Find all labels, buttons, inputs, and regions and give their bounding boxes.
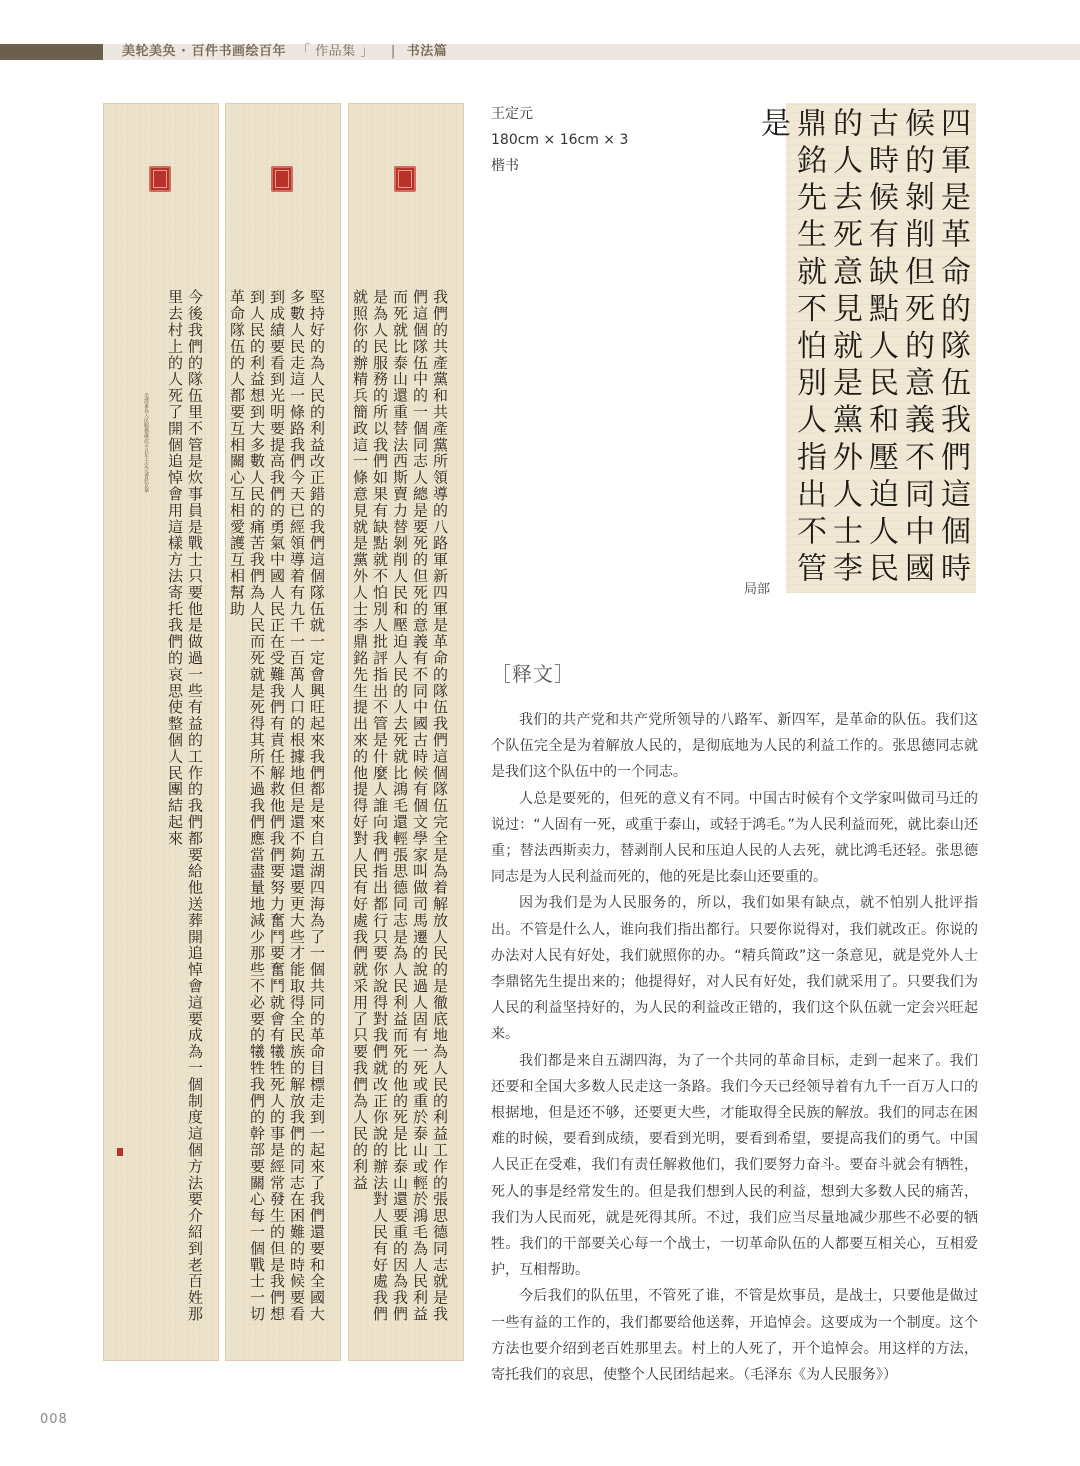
red-seal-stamp (149, 166, 171, 192)
paragraph: 人总是要死的，但死的意义有不同。中国古时候有个文学家叫做司马迁的说过：“人固有一死，或重于泰山，或轻于鸿毛。”为人民利益而死，就比泰山还重；替法西斯卖力，替剥削人民和压迫人民的人去死，就比鸿毛还轻。张思德同志是为人民利益而死的，他的死是比泰山还要重的。 (491, 790, 978, 886)
signature-seal (117, 1148, 123, 1156)
artist-name: 王定元 (491, 106, 533, 122)
header-collection: 「 作品集 」 (297, 44, 374, 59)
artwork-script: 楷书 (491, 158, 519, 174)
section-title: ［释文］ (491, 662, 575, 686)
page-number: 008 (40, 1412, 68, 1427)
header-divider: | (390, 44, 396, 59)
calligraphy-scroll-right (348, 103, 464, 1361)
paragraph: 我们都是来自五湖四海，为了一个共同的革命目标，走到一起来了。我们还要和全国大多数人民走这一条路。我们今天已经领导着有九千一百万人口的根据地，但是还不够，还要更大些，才能取得全民族的解放。我们的同志在困难的时候，要看到成绩，要看到光明，要看到希望，要提高我们的勇气。中国人民正在受难，我们有责任解救他们，我们要努力奋斗。要奋斗就会有牺牲，死人的事是经常发生的。但是我们想到人民的利益，想到大多数人民的痛苦，我们为人民而死，就是死得其所。不过，我们应当尽量地减少那些不必要的牺牲。我们的干部要关心每一个战士，一切革命队伍的人都要互相关心，互相爱护，互相帮助。 (491, 1052, 978, 1279)
header-series: 美轮美奂 · 百件书画绘百年 (122, 44, 286, 59)
scroll-text-right: 我們的共產黨和共產黨所領導的八路軍新四軍是革命的隊伍我們這個隊伍完全是為着解放人民的是徹底地為人民的利益工作的張思德同志就是我們這個隊伍中的一個同志人總是要死的但死的意義有不同中國古時候有個文學家叫做司馬遷的說過人固有一死或重於泰山或輕於鴻毛為人民利益而死就比泰山還重替法西斯賣力替剝削人民和壓迫人民的人去死就比鴻毛還輕張思德同志是為人民利益而死的他的死是比泰山還要重的因為我們是為人民服務的所以我們如果有缺點就不怕別人批評指出不管是什麼人誰向我們指出都行只要你說得對我們就改正你說的辦法對人民有好處我們就照你的辦精兵簡政這一條意見就是黨外人士李鼎銘先生提出來的他提得好對人民有好處我們就采用了只要我們為人民的利益 (351, 289, 449, 1323)
paragraph: 因为我们是为人民服务的，所以，我们如果有缺点，就不怕别人批评指出。不管是什么人，谁向我们指出都行。只要你说得对，我们就改正。你说的办法对人民有好处，我们就照你的办。“精兵简政”这一条意见，就是党外人士李鼎铭先生提出来的；他提得好，对人民有好处，我们就采用了。只要我们为人民的利益坚持好的，为人民的利益改正错的，我们这个队伍就一定会兴旺起来。 (491, 895, 978, 1043)
scroll-text-left: 今後我們的隊伍里不管是炊事員是戰士只要他是做過一些有益的工作的我們都要給他送葬開追悼會這要成為一個制度這個方法要介紹到老百姓那里去村上的人死了開個追悼會用這樣方法寄托我們的哀思使整個人民團結起來 (166, 289, 204, 1323)
scroll-text-middle: 堅持好的為人民的利益改正錯的我們這個隊伍就一定會興旺起來我們都是來自五湖四海為了一個共同的革命目標走到一起來了我們還要和全國大多數人民走這一條路我們今天已經領導着有九千一百萬人口的根據地但是還不夠還要更大些才能取得全民族的解放我們的同志在困難的時候要看到成績要看到光明要提高我們的勇氣中國人民正在受難我們有責任解救他們我們要努力奮鬥要奮鬥就會有犧牲死人的事是經常發生的但是我們想到人民的利益想到大多數人民的痛苦我們為人民而死就是死得其所不過我們應當盡量地減少那些不必要的犧牲我們的幹部要關心每一個戰士一切革命隊伍的人都要互相關心互相愛護互相幫助 (228, 289, 326, 1323)
artwork-info (491, 101, 628, 179)
detail-calligraphy: 四軍是革命的隊伍我們這個時候的剝削但死的意義不同中國古時候有缺點人民和壓迫人民的人去死意見就是黨外人士李鼎銘先生就不怕別人指出不管是 (755, 107, 970, 590)
paragraph: 今后我们的队伍里，不管死了谁，不管是炊事员，是战士，只要他是做过一些有益的工作的，我们都要给他送葬，开追悼会。这要成为一个制度。这个方法也要介绍到老百姓那里去。村上的人死了，开个追悼会。用这样的方法，寄托我们的哀思，使整个人民团结起来。（毛泽东《为人民服务》） (491, 1288, 978, 1384)
scroll-colophon: 毛澤東為人民服務歲次辛丑年王定元書於京華 (143, 393, 149, 493)
running-header (122, 44, 447, 60)
artwork-size: 180cm × 16cm × 3 (491, 132, 629, 148)
calligraphy-scroll-middle (225, 103, 341, 1361)
red-seal-stamp (271, 166, 293, 192)
commentary-body (491, 707, 978, 1388)
detail-caption: 局部 (744, 582, 771, 597)
header-accent-block (0, 44, 103, 60)
calligraphy-scroll-left (103, 103, 219, 1361)
red-seal-stamp (394, 166, 416, 192)
header-section: 书法篇 (406, 44, 448, 59)
detail-image (755, 103, 976, 593)
paragraph: 我们的共产党和共产党所领导的八路军、新四军，是革命的队伍。我们这个队伍完全是为着解放人民的，是彻底地为人民的利益工作的。张思德同志就是我们这个队伍中的一个同志。 (491, 712, 978, 781)
